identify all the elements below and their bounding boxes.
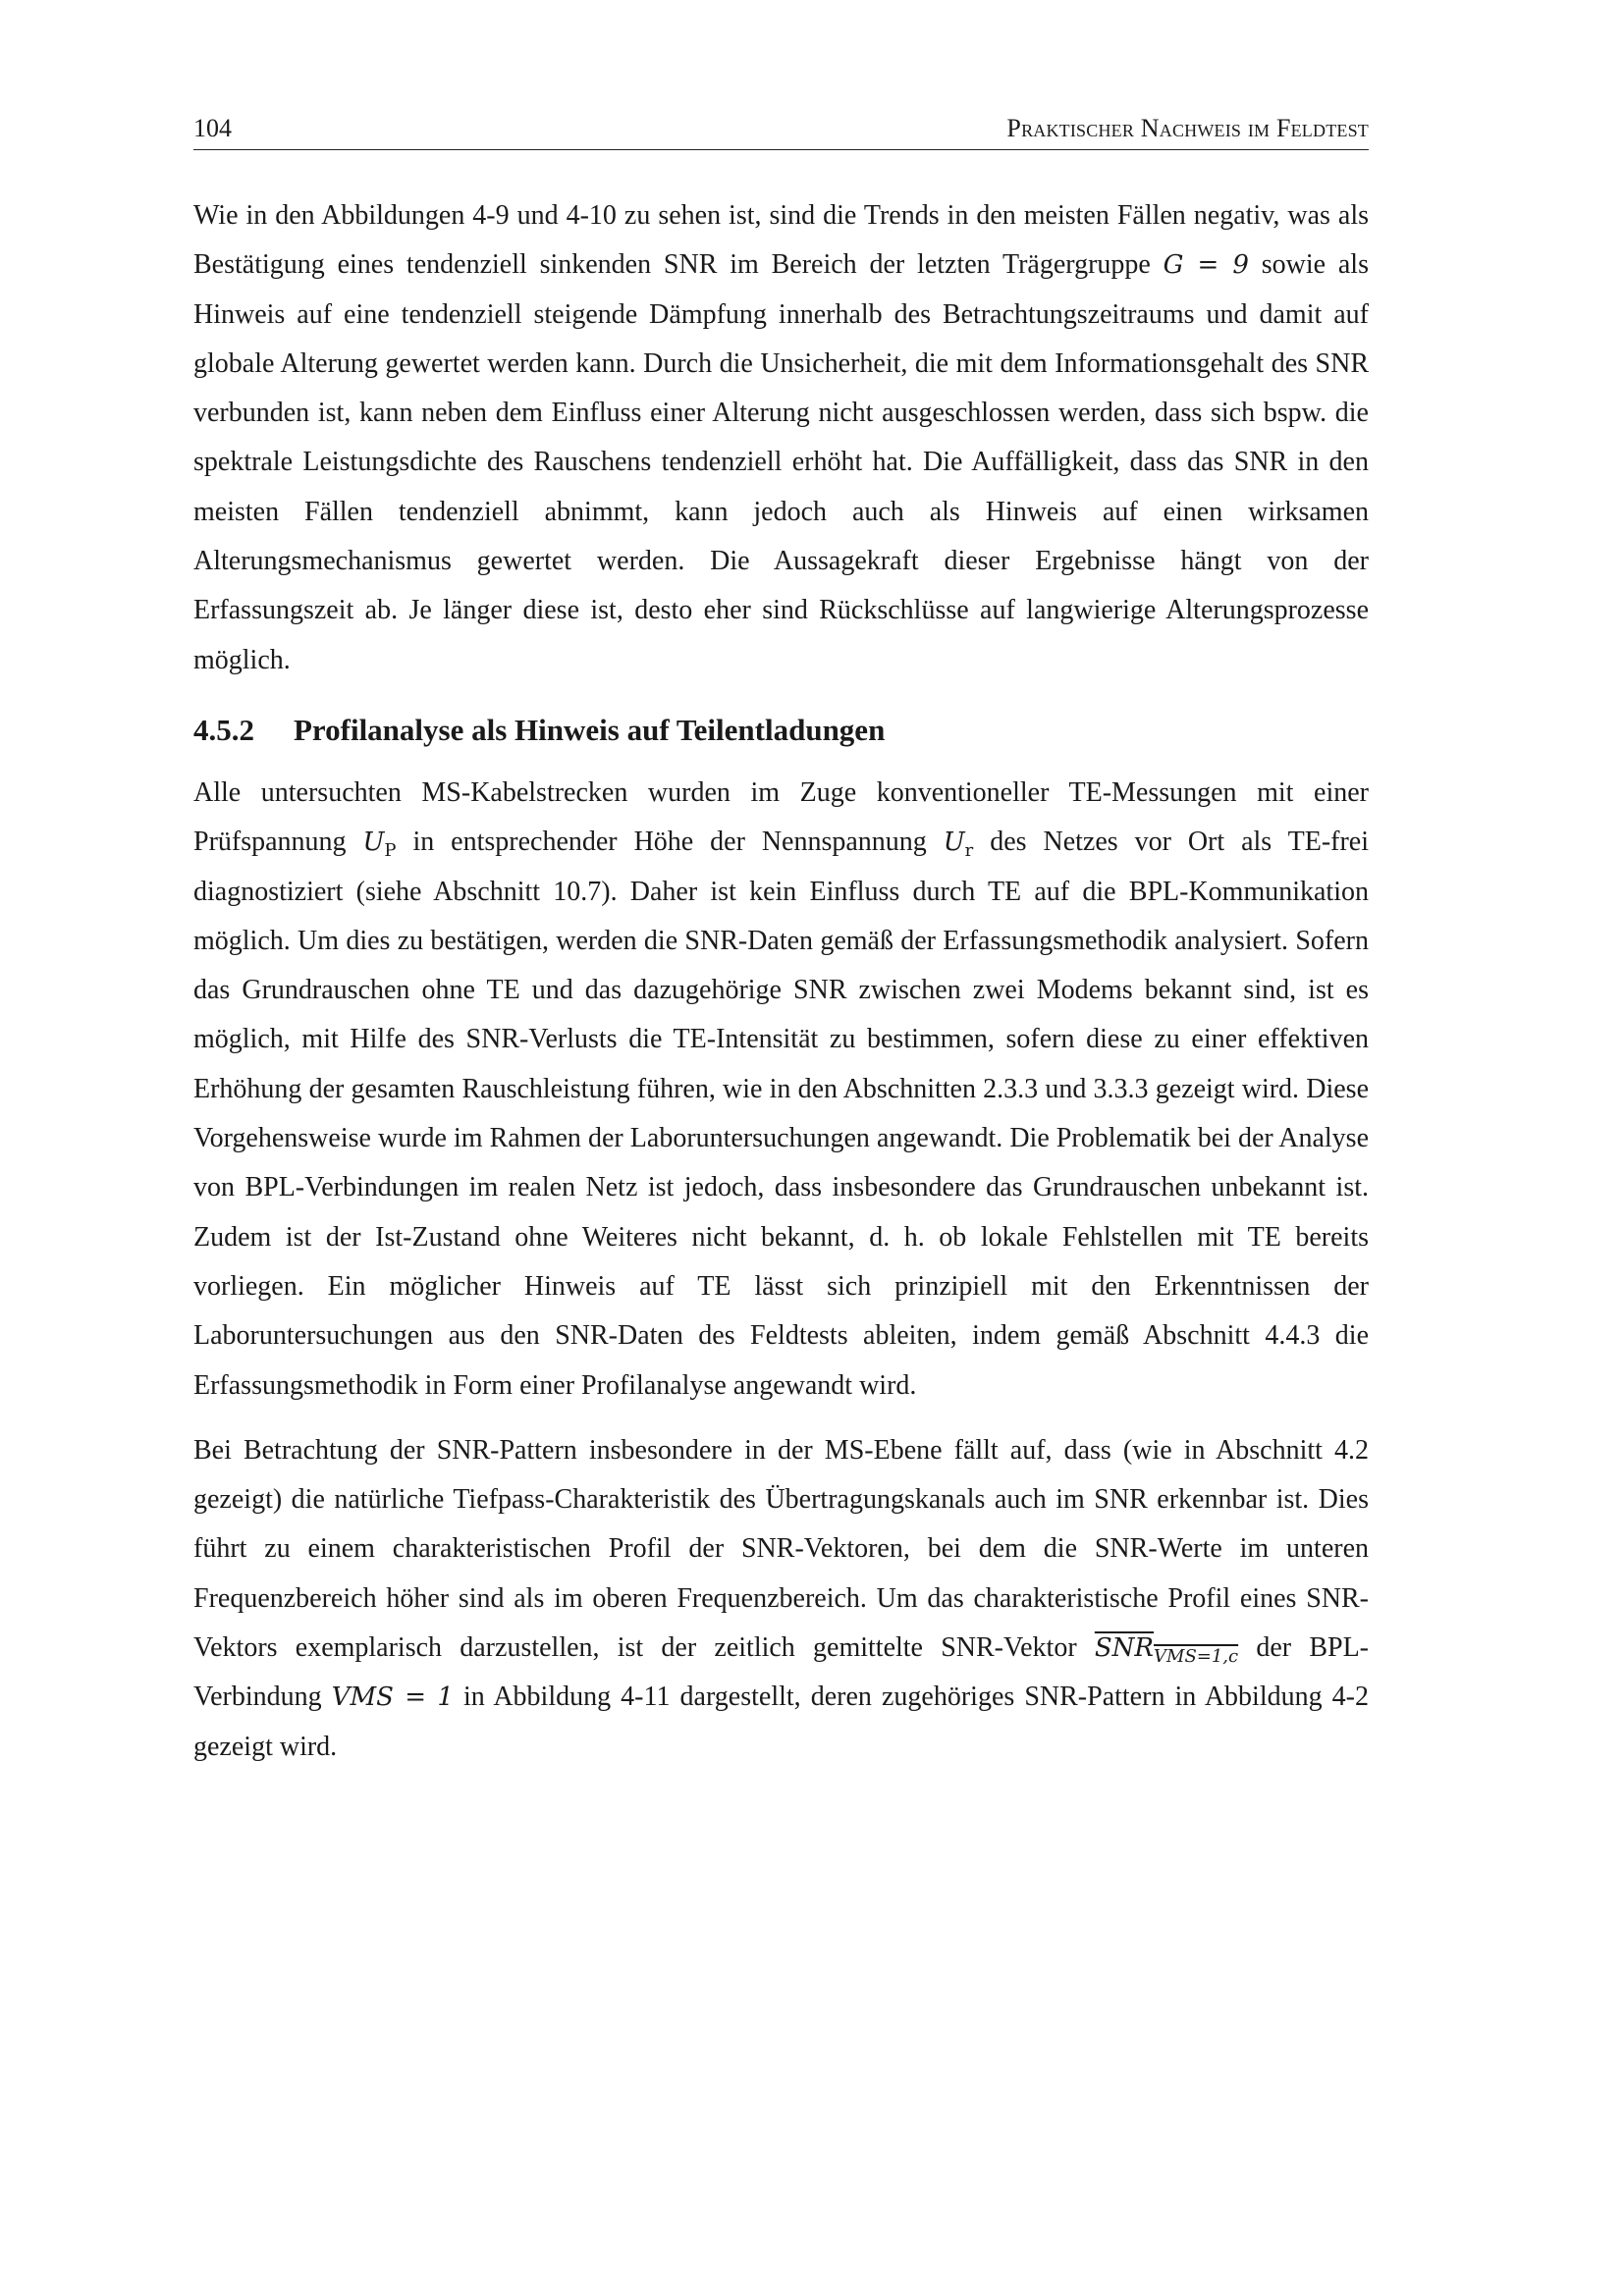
paragraph-te-measurements xyxy=(193,769,1369,1411)
page-number: 104 xyxy=(193,114,232,142)
paragraph-text: in Abbildung 4-11 dargestellt, deren zugehöriges SNR-Pattern in Abbildung 4-2 gezeigt wird. xyxy=(193,1682,1369,1762)
section-title: Profilanalyse als Hinweis auf Teilentladungen xyxy=(294,712,886,747)
paragraph-text: des Netzes vor Ort als TE-frei diagnostiziert (siehe Abschnitt 10.7). Daher ist kein Einfluss durch TE auf die BPL-Kommunikation möglich. Um dies zu bestätigen, werden die SNR-Daten gemäß der Erfassungsmethodik analysiert. Sofern das Grundrauschen ohne TE und das dazugehörige SNR zwischen zwei Modems bekannt sind, ist es möglich, mit Hilfe des SNR-Verlusts die TE-Intensität zu bestimmen, sofern diese zu einer effektiven Erhöhung der gesamten Rauschleistung führen, wie in den Abschnitten 2.3.3 und 3.3.3 gezeigt wird. Diese Vorgehensweise wurde im Rahmen der Laboruntersuchungen angewandt. Die Problematik bei der Analyse von BPL-Verbindungen im realen Netz ist jedoch, dass insbesondere das Grundrauschen unbekannt ist. Zudem ist der Ist-Zustand ohne Weiteres nicht bekannt, d. h. ob lokale Fehlstellen mit TE bereits vorliegen. Ein möglicher Hinweis auf TE lässt sich prinzipiell mit den Erkenntnissen der Laboruntersuchungen aus den SNR-Daten des Feldtests ableiten, indem gemäß Abschnitt 4.4.3 die Erfassungsmethodik in Form einer Profilanalyse angewandt wird. xyxy=(193,827,1370,1401)
math-symbol: U xyxy=(362,828,385,858)
paragraph-text: Bei Betrachtung der SNR-Pattern insbesondere in der MS-Ebene fällt auf, dass (wie in Abschnitt 4.2 gezeigt) die natürliche Tiefpass-Charakteristik des Übertragungskanals auch im SNR erkennbar ist. Dies führt zu einem charakteristischen Profil der SNR-Vektoren, bei dem die SNR-Werte im unteren Frequenzbereich höher sind als im oberen Frequenzbereich. Um das charakteristische Profil eines SNR-Vektors exemplarisch darzustellen, ist der zeitlich gemittelte SNR-Vektor xyxy=(193,1434,1369,1664)
document-page xyxy=(193,108,1369,1772)
math-subscript: P xyxy=(384,840,397,862)
paragraph-text: der BPL-Verbindung xyxy=(193,1632,1369,1713)
paragraph-trends xyxy=(193,191,1369,685)
math-connection-id: VMS = 1 xyxy=(331,1682,454,1713)
math-snr-vector xyxy=(1094,1633,1239,1668)
math-symbol: SNR xyxy=(1094,1633,1155,1664)
section-number: 4.5.2 xyxy=(193,712,254,747)
paragraph-text: in entsprechender Höhe der Nennspannung xyxy=(396,827,944,858)
paragraph-text: sowie als Hinweis auf eine tendenziell steigende Dämpfung innerhalb des Betrachtungszeitraums und damit auf globale Alterung gewertet werden kann. Durch die Unsicherheit, die mit dem Informationsgehalt des SNR verbunden ist, kann neben dem Einfluss einer Alterung nicht ausgeschlossen werden, dass sich bspw. die spektrale Leistungsdichte des Rauschens tendenziell erhöht hat. Die Auffälligkeit, dass das SNR in den meisten Fällen tendenziell abnimmt, kann jedoch auch als Hinweis auf einen wirksamen Alterungsmechanismus gewertet werden. Die Aussagekraft dieser Ergebnisse hängt von der Erfassungszeit ab. Je länger diese ist, desto eher sind Rückschlüsse auf langwierige Alterungsprozesse möglich. xyxy=(193,249,1369,675)
math-subscript: r xyxy=(964,840,974,862)
math-subscript: VMS=1,c xyxy=(1154,1646,1239,1668)
math-test-voltage xyxy=(362,828,397,862)
math-carrier-group: G = 9 xyxy=(1163,250,1249,281)
math-symbol: U xyxy=(943,828,965,858)
paragraph-text: Wie in den Abbildungen 4-9 und 4-10 zu sehen ist, sind die Trends in den meisten Fällen negativ, was als Bestätigung eines tendenziell sinkenden SNR im Bereich der letzten Trägergruppe xyxy=(193,200,1369,281)
running-title: Praktischer Nachweis im Feldtest xyxy=(1006,114,1369,142)
math-nominal-voltage xyxy=(943,828,974,862)
paragraph-snr-pattern xyxy=(193,1426,1369,1772)
section-heading xyxy=(193,710,1369,751)
running-header xyxy=(193,108,1369,150)
paragraph-text: Alle untersuchten MS-Kabelstrecken wurden im Zuge konventioneller TE-Messungen mit einer Prüfspannung xyxy=(193,776,1369,858)
